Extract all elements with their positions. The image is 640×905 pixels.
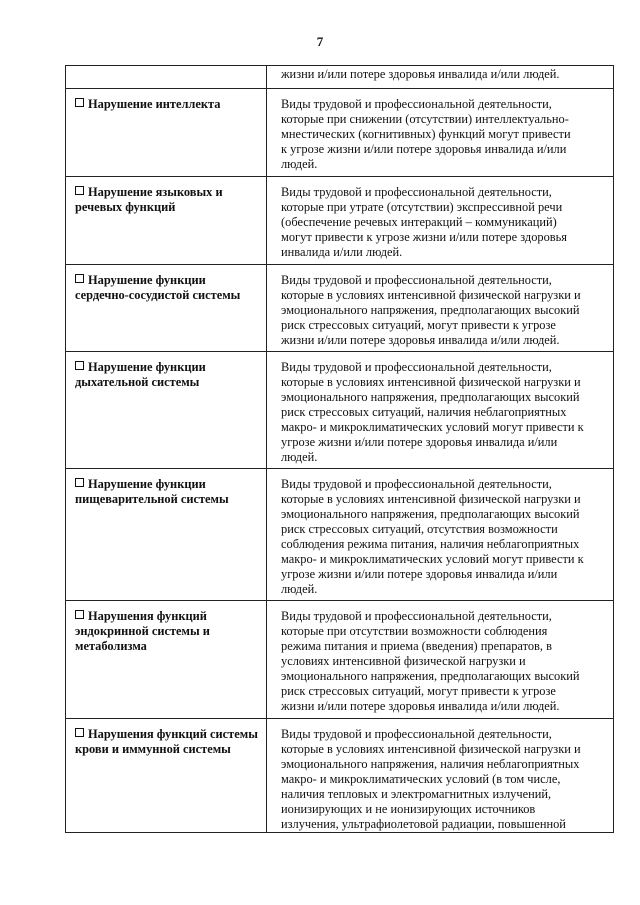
table-cell-description [267, 719, 614, 833]
description-text: Виды трудовой и профессиональной деятельности, которые в условиях интенсивной физической нагрузки и эмоционального напряжения, предполагающих высокий риск стрессовых ситуаций, отсутствия возможности соблюдения режима питания, наличия неблагоприятных макро- и микроклиматических условий могут привести к угрозе жизни и/или потере здоровья инвалида и/или людей. [281, 477, 584, 596]
checkbox-icon [75, 610, 84, 619]
table-cell-category [66, 352, 267, 469]
table-cell-category [66, 66, 267, 89]
description-text: Виды трудовой и профессиональной деятельности, которые в условиях интенсивной физической нагрузки и эмоционального напряжения, наличия неблагоприятных макро- и микроклиматических условий (в том числе, наличия тепловых и электромагнитных излучений, ионизирующих и не ионизирующих источников излучения, ультрафиолетовой радиации, повышенной [281, 727, 581, 831]
table-cell-category [66, 469, 267, 601]
table-cell-category [66, 601, 267, 719]
category-label: Нарушение функции сердечно-сосудистой системы [75, 273, 241, 302]
table-cell-description [267, 66, 614, 89]
description-text: жизни и/или потере здоровья инвалида и/или людей. [281, 67, 560, 81]
description-text: Виды трудовой и профессиональной деятельности, которые в условиях интенсивной физической нагрузки и эмоционального напряжения, предполагающих высокий риск стрессовых ситуаций, наличия неблагоприятных макро- и микроклиматических условий могут привести к угрозе жизни и/или потере здоровья инвалида и/или людей. [281, 360, 584, 464]
checkbox-icon [75, 98, 84, 107]
checkbox-icon [75, 728, 84, 737]
category-label [66, 66, 266, 74]
page-number: 7 [316, 34, 324, 49]
category-label: Нарушение функции пищеварительной системы [75, 477, 229, 506]
category-label: Нарушение интеллекта [88, 97, 221, 111]
category-label: Нарушения функций эндокринной системы и метаболизма [75, 609, 210, 653]
table-cell-description [267, 352, 614, 469]
table-row [66, 265, 614, 352]
description-text: Виды трудовой и профессиональной деятельности, которые при отсутствии возможности соблюдения режима питания и приема (введения) препаратов, в условиях интенсивной физической нагрузки и эмоционального напряжения, предполагающих высокий риск стрессовых ситуаций, могут привести к угрозе жизни и/или потере здоровья инвалида и/или людей. [281, 609, 580, 713]
table-cell-description [267, 601, 614, 719]
table-cell-category [66, 89, 267, 177]
disorders-table [65, 65, 614, 833]
table-cell-description [267, 265, 614, 352]
description-text: Виды трудовой и профессиональной деятельности, которые в условиях интенсивной физической нагрузки и эмоционального напряжения, предполагающих высокий риск стрессовых ситуаций, могут привести к угрозе жизни и/или потере здоровья инвалида и/или людей. [281, 273, 581, 347]
checkbox-icon [75, 478, 84, 487]
checkbox-icon [75, 274, 84, 283]
table-row [66, 719, 614, 833]
category-label: Нарушения функций системы крови и иммунной системы [75, 727, 258, 756]
table-row [66, 601, 614, 719]
table-row [66, 66, 614, 89]
checkbox-icon [75, 186, 84, 195]
table-cell-description [267, 177, 614, 265]
category-label: Нарушение функции дыхательной системы [75, 360, 206, 389]
table-cell-category [66, 719, 267, 833]
table-cell-category [66, 177, 267, 265]
description-text: Виды трудовой и профессиональной деятельности, которые при снижении (отсутствии) интеллектуально- мнестических (когнитивных) функций могут привести к угрозе жизни и/или потере здоровья инвалида и/или людей. [281, 97, 571, 171]
description-text: Виды трудовой и профессиональной деятельности, которые при утрате (отсутствии) экспрессивной речи (обеспечение речевых интеракций – коммуникаций) могут привести к угрозе жизни и/или потере здоровья инвалида и/или людей. [281, 185, 567, 259]
table-cell-category [66, 265, 267, 352]
checkbox-icon [75, 361, 84, 370]
table-row [66, 89, 614, 177]
table-row [66, 352, 614, 469]
table-row [66, 469, 614, 601]
table-cell-description [267, 89, 614, 177]
category-label: Нарушение языковых и речевых функций [75, 185, 223, 214]
table-row [66, 177, 614, 265]
table-cell-description [267, 469, 614, 601]
